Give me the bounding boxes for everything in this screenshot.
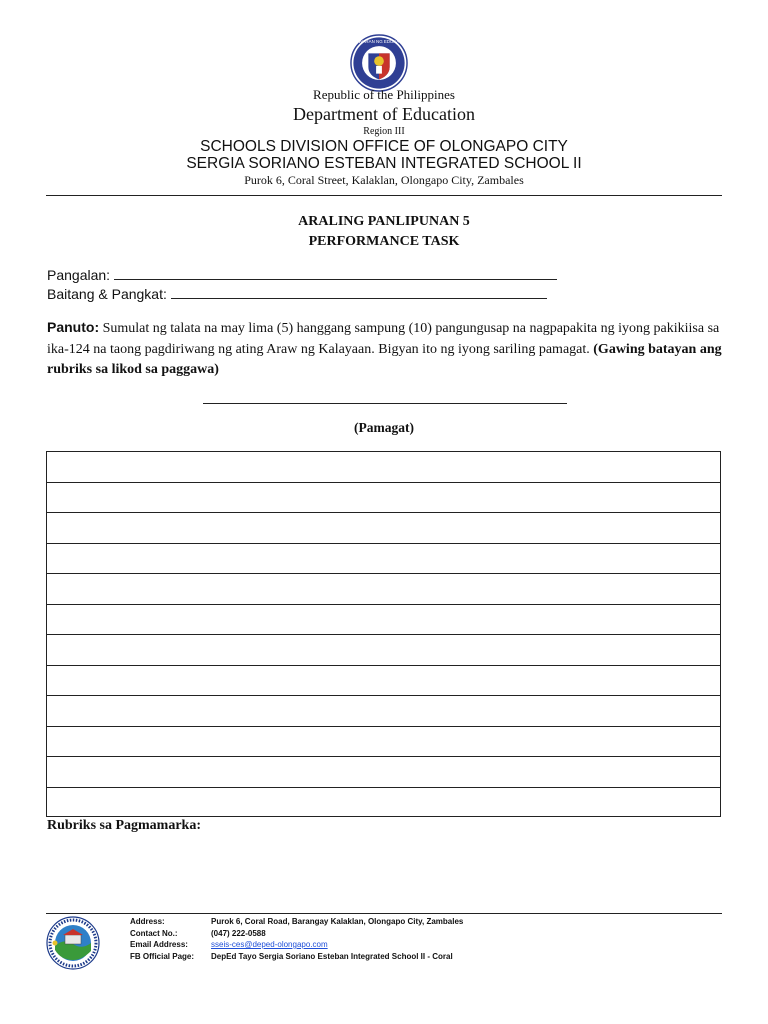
grade-section-field[interactable] xyxy=(47,286,547,302)
instructions-emphasis: (Gawing batayan ang rubriks sa likod sa paggawa) xyxy=(47,341,722,377)
footer-address-value: Purok 6, Coral Road, Barangay Kalaklan, Olongapo City, Zambales xyxy=(211,917,464,926)
footer-email-label: Email Address: xyxy=(130,940,188,949)
name-blank-line[interactable] xyxy=(114,267,557,280)
writing-area[interactable] xyxy=(46,451,721,817)
task-title: ARALING PANLIPUNAN 5 xyxy=(298,214,470,229)
instructions-body: Sumulat ng talata na may lima (5) hanggang sampung (10) pangungusap na nagpapakita ng iyong pakikiisa sa ika-124 na taong pagdiriwang ng ating Araw ng Kalayaan. Bigyan ito ng iyong sariling pamagat. xyxy=(47,321,720,357)
title-blank-line[interactable] xyxy=(203,403,567,404)
footer-address-row xyxy=(130,916,463,928)
department-heading: Department of Education xyxy=(293,104,475,124)
footer-email-link[interactable]: sseis-ces@deped-olongapo.com xyxy=(211,940,328,949)
footer-contact-info xyxy=(130,916,463,962)
footer-fb-label: FB Official Page: xyxy=(130,951,195,961)
name-field[interactable] xyxy=(47,267,557,283)
grade-section-blank-line[interactable] xyxy=(171,286,547,299)
writing-row[interactable] xyxy=(47,666,720,697)
school-address: Purok 6, Coral Street, Kalaklan, Olongapo City, Zambales xyxy=(244,173,524,187)
footer-contact-value: (047) 222-0588 xyxy=(211,928,266,938)
writing-row[interactable] xyxy=(47,757,720,788)
republic-heading: Republic of the Philippines xyxy=(313,87,455,102)
grade-section-label: Baitang & Pangkat: xyxy=(47,286,167,302)
name-label: Pangalan: xyxy=(47,267,111,283)
footer-address-label: Address: xyxy=(130,917,165,926)
instructions-paragraph xyxy=(47,317,723,381)
footer-contact-row xyxy=(130,928,463,940)
region-label: Region III xyxy=(363,126,405,137)
footer-fb-value: DepEd Tayo Sergia Soriano Esteban Integrated School II - Coral xyxy=(211,951,453,961)
writing-row[interactable] xyxy=(47,605,720,636)
header-divider xyxy=(46,195,722,196)
writing-row[interactable] xyxy=(47,788,720,819)
writing-row[interactable] xyxy=(47,513,720,544)
footer-email-row xyxy=(130,939,463,951)
footer-fb-row xyxy=(130,951,463,963)
instructions-lead: Panuto: xyxy=(47,319,100,335)
footer-contact-label: Contact No.: xyxy=(130,928,178,938)
seal-ring-text: KAGAWARAN NG EDUKASYON xyxy=(346,39,412,45)
task-subtitle: PERFORMANCE TASK xyxy=(308,234,460,249)
writing-row[interactable] xyxy=(47,635,720,666)
writing-row[interactable] xyxy=(47,452,720,483)
school-logo xyxy=(46,916,100,970)
division-office: SCHOOLS DIVISION OFFICE OF OLONGAPO CITY xyxy=(200,138,568,155)
writing-row[interactable] xyxy=(47,544,720,575)
writing-row[interactable] xyxy=(47,483,720,514)
writing-row[interactable] xyxy=(47,727,720,758)
rubric-heading: Rubriks sa Pagmamarka: xyxy=(47,818,202,833)
school-name: SERGIA SORIANO ESTEBAN INTEGRATED SCHOOL II xyxy=(186,155,582,172)
title-placeholder: (Pamagat) xyxy=(354,420,414,435)
deped-seal-logo xyxy=(346,34,412,92)
writing-row[interactable] xyxy=(47,696,720,727)
writing-row[interactable] xyxy=(47,574,720,605)
footer-divider xyxy=(46,913,722,914)
